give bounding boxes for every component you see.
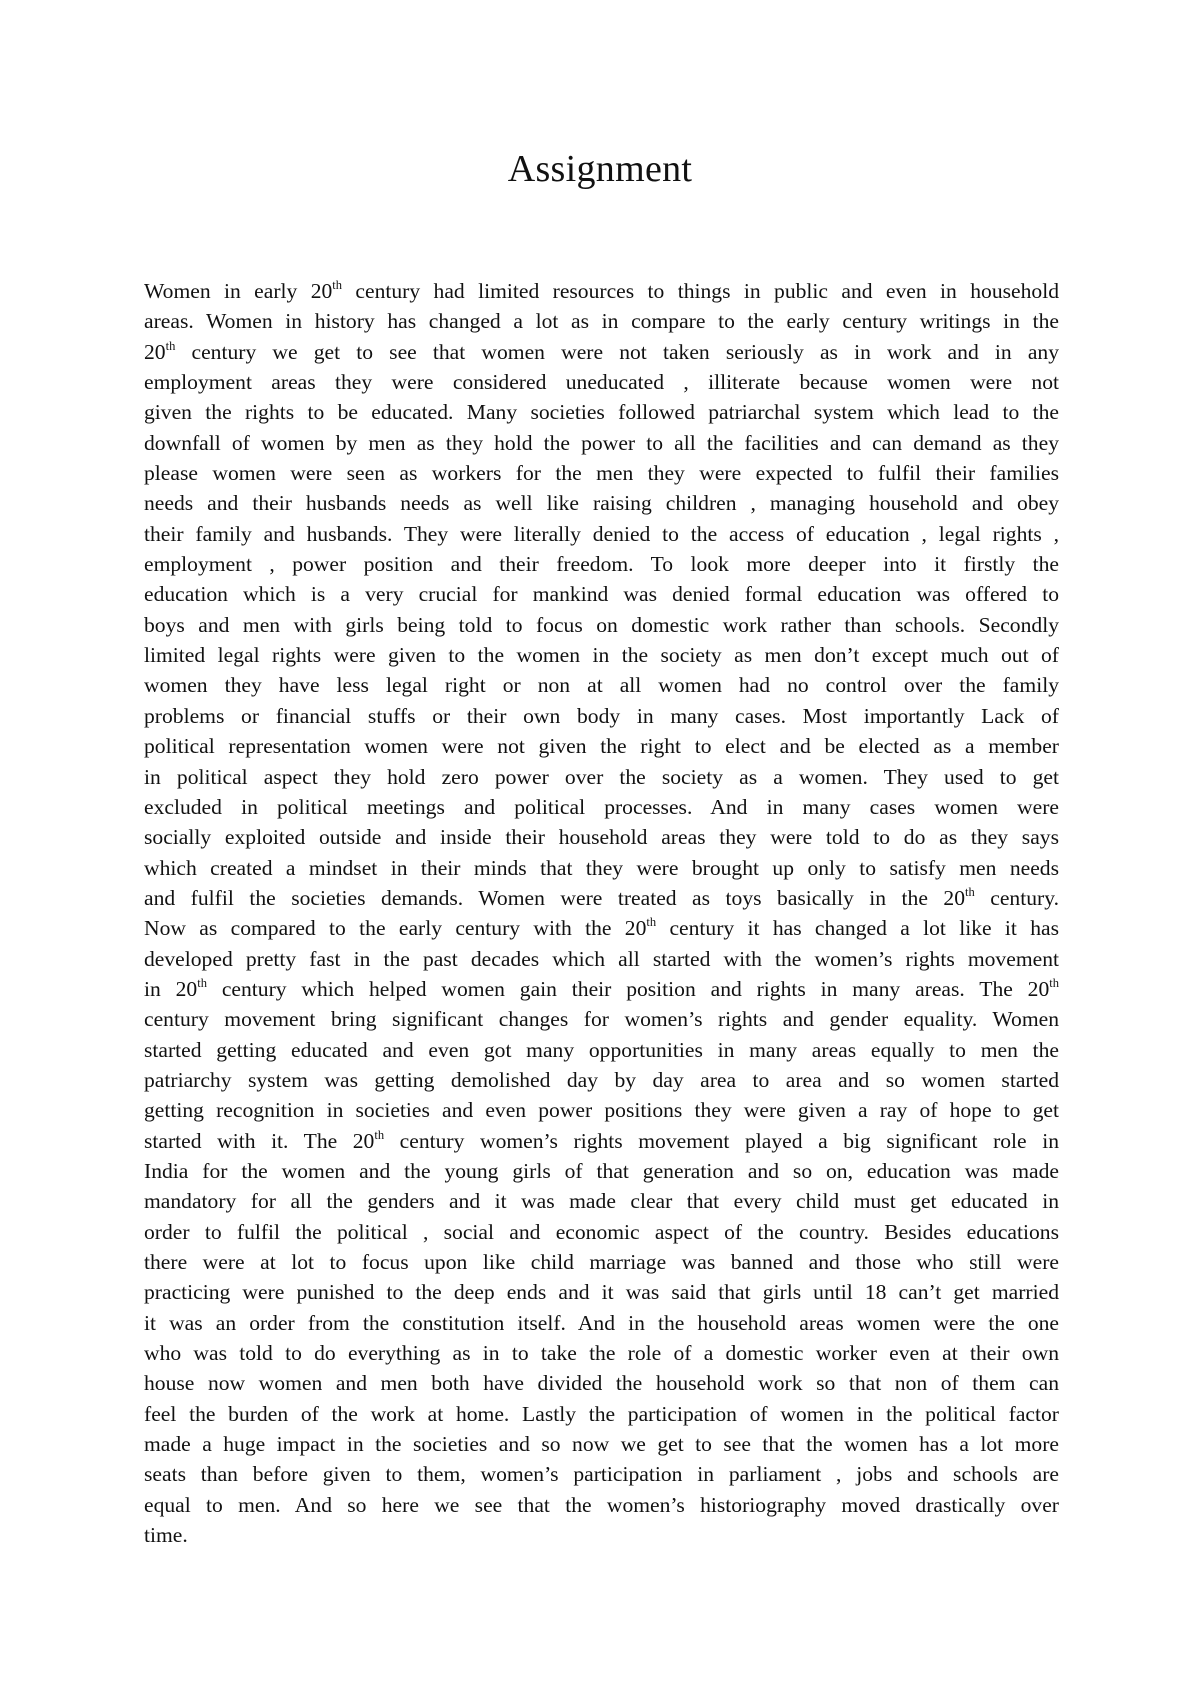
text-line xyxy=(144,974,1059,1004)
text-line xyxy=(144,1065,1059,1095)
text-line xyxy=(144,762,1059,792)
text-segment: who was told to do everything as in to take the role of a domestic worker even at their own xyxy=(144,1341,1059,1366)
text-line xyxy=(144,1186,1059,1216)
text-segment: limited legal rights were given to the women in the society as men don’t except much out of xyxy=(144,643,1059,668)
text-segment: century we get to see that women were not taken seriously as in work and in any xyxy=(175,339,1059,364)
text-line xyxy=(144,1247,1059,1277)
text-segment: patriarchy system was getting demolished day by day area to area and so women started xyxy=(144,1067,1059,1092)
text-segment: employment , power position and their freedom. To look more deeper into it firstly the xyxy=(144,552,1059,577)
text-line xyxy=(144,1277,1059,1307)
text-segment: which created a mindset in their minds that they were brought up only to satisfy men needs xyxy=(144,855,1059,880)
text-segment: downfall of women by men as they hold the power to all the facilities and can demand as they xyxy=(144,430,1059,455)
text-segment: getting recognition in societies and even power positions they were given a ray of hope to get xyxy=(144,1098,1059,1123)
text-segment: equal to men. And so here we see that the women’s historiography moved drastically over xyxy=(144,1492,1059,1517)
text-line xyxy=(144,1368,1059,1398)
text-segment: India for the women and the young girls of that generation and so on, education was made xyxy=(144,1158,1059,1183)
text-line xyxy=(144,1308,1059,1338)
text-line xyxy=(144,1126,1059,1156)
text-line xyxy=(144,488,1059,518)
text-line xyxy=(144,731,1059,761)
text-segment: made a huge impact in the societies and so now we get to see that the women has a lot more xyxy=(144,1432,1059,1457)
text-line xyxy=(144,670,1059,700)
text-line xyxy=(144,276,1059,306)
text-line xyxy=(144,792,1059,822)
superscript: th xyxy=(646,915,657,930)
text-segment: practicing were punished to the deep ends and it was said that girls until 18 can’t get married xyxy=(144,1280,1059,1305)
superscript: th xyxy=(1049,976,1059,991)
text-line xyxy=(144,853,1059,883)
text-line xyxy=(144,519,1059,549)
text-segment: century. xyxy=(974,885,1059,910)
text-segment: house now women and men both have divided the household work so that non of them can xyxy=(144,1371,1059,1396)
text-segment: their family and husbands. They were literally denied to the access of education , legal rights , xyxy=(144,521,1059,546)
text-line xyxy=(144,458,1059,488)
text-line xyxy=(144,1520,1059,1550)
text-segment: there were at lot to focus upon like child marriage was banned and those who still were xyxy=(144,1250,1059,1274)
text-line xyxy=(144,337,1059,367)
text-segment: it was an order from the constitution itself. And in the household areas women were the one xyxy=(144,1310,1059,1335)
text-segment: needs and their husbands needs as well like raising children , managing household and obey xyxy=(144,491,1059,516)
text-line xyxy=(144,1459,1059,1489)
text-line xyxy=(144,1217,1059,1247)
text-line xyxy=(144,397,1059,427)
text-segment: 20 xyxy=(144,339,166,364)
text-line xyxy=(144,428,1059,458)
text-line xyxy=(144,944,1059,974)
document-title: Assignment xyxy=(507,148,693,190)
superscript: th xyxy=(165,338,176,353)
text-line xyxy=(144,610,1059,640)
text-line xyxy=(144,549,1059,579)
text-segment: education which is a very crucial for mankind was denied formal education was offered to xyxy=(144,582,1059,607)
text-segment: in 20 xyxy=(144,976,198,1001)
text-segment: political representation women were not given the right to elect and be elected as a member xyxy=(144,734,1059,759)
text-segment: mandatory for all the genders and it was made clear that every child must get educated in xyxy=(144,1189,1059,1214)
text-segment: century it has changed a lot like it has xyxy=(656,916,1059,941)
text-line xyxy=(144,640,1059,670)
superscript: th xyxy=(374,1127,385,1142)
text-segment: women they have less legal right or non at all women had no control over the family xyxy=(144,673,1059,698)
text-line xyxy=(144,1035,1059,1065)
text-segment: seats than before given to them, women’s participation in parliament , jobs and schools are xyxy=(144,1462,1059,1487)
text-line xyxy=(144,913,1059,943)
text-segment: Now as compared to the early century with the 20 xyxy=(144,916,647,941)
text-segment: boys and men with girls being told to focus on domestic work rather than schools. Secondly xyxy=(144,612,1059,637)
text-segment: started getting educated and even got many opportunities in many areas equally to men the xyxy=(144,1037,1059,1062)
text-segment: excluded in political meetings and political processes. And in many cases women were xyxy=(144,794,1059,819)
text-line xyxy=(144,306,1059,336)
text-line xyxy=(144,1095,1059,1125)
text-line xyxy=(144,1156,1059,1186)
text-segment: order to fulfil the political , social and economic aspect of the country. Besides educations xyxy=(144,1219,1059,1244)
text-segment: century movement bring significant changes for women’s rights and gender equality. Women xyxy=(144,1007,1059,1032)
body-text xyxy=(144,276,1059,1550)
text-line xyxy=(144,1338,1059,1368)
text-segment: socially exploited outside and inside their household areas they were told to do as they says xyxy=(144,825,1059,850)
text-segment: areas. Women in history has changed a lot as in compare to the early century writings in the xyxy=(144,309,1059,334)
text-line xyxy=(144,579,1059,609)
text-line xyxy=(144,1490,1059,1520)
text-line xyxy=(144,1399,1059,1429)
superscript: th xyxy=(332,278,343,293)
text-segment: started with it. The 20 xyxy=(144,1128,375,1153)
text-segment: given the rights to be educated. Many societies followed patriarchal system which lead to the xyxy=(144,400,1059,425)
text-segment: feel the burden of the work at home. Lastly the participation of women in the political factor xyxy=(144,1401,1059,1426)
text-line xyxy=(144,883,1059,913)
text-segment: century which helped women gain their position and rights in many areas. The 20 xyxy=(206,976,1050,1001)
text-line xyxy=(144,1004,1059,1034)
text-segment: problems or financial stuffs or their own body in many cases. Most importantly Lack of xyxy=(144,703,1059,728)
superscript: th xyxy=(197,976,207,991)
superscript: th xyxy=(965,885,975,900)
text-segment: and fulfil the societies demands. Women were treated as toys basically in the 20 xyxy=(144,885,965,910)
text-segment: please women were seen as workers for the men they were expected to fulfil their families xyxy=(144,461,1059,486)
text-segment: employment areas they were considered uneducated , illiterate because women were not xyxy=(144,370,1059,395)
text-segment: in political aspect they hold zero power over the society as a women. They used to get xyxy=(144,764,1059,789)
text-segment: century women’s rights movement played a big significant role in xyxy=(384,1128,1059,1153)
text-line xyxy=(144,1429,1059,1459)
text-line xyxy=(144,701,1059,731)
text-segment: time. xyxy=(144,1523,188,1548)
text-line xyxy=(144,822,1059,852)
text-segment: Women in early 20 xyxy=(144,279,333,303)
text-segment: developed pretty fast in the past decades which all started with the women’s rights movement xyxy=(144,946,1059,971)
text-segment: century had limited resources to things in public and even in household xyxy=(342,279,1059,303)
text-line xyxy=(144,367,1059,397)
